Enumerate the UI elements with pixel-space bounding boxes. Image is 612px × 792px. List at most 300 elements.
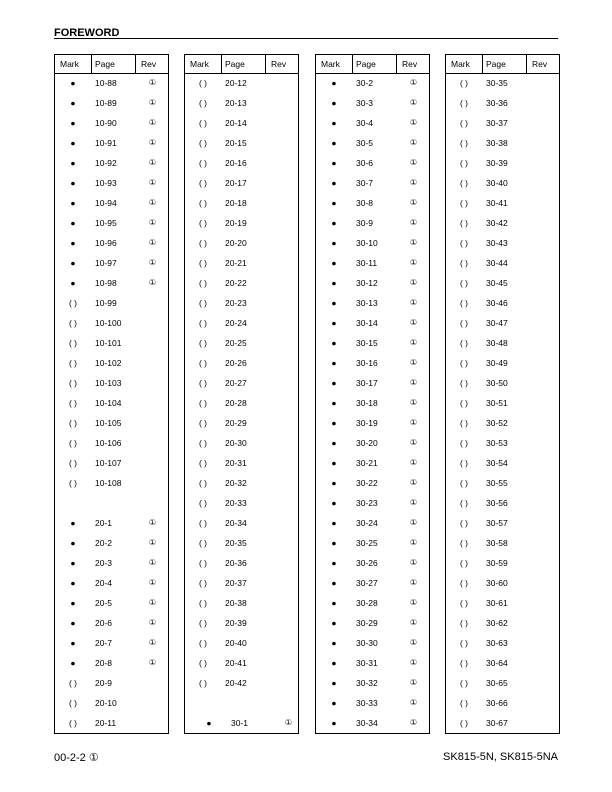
table-row	[55, 133, 168, 153]
row-mark: ●	[70, 78, 76, 88]
row-mark: ●	[70, 198, 76, 208]
row-rev: ①	[148, 198, 157, 207]
row-mark: ( )	[459, 278, 469, 288]
row-rev: ①	[409, 578, 418, 587]
row-page: 20-14	[225, 118, 247, 128]
header-divider	[135, 55, 136, 73]
row-rev: ①	[148, 558, 157, 567]
row-page: 30-64	[486, 658, 508, 668]
row-page: 30-35	[486, 78, 508, 88]
table-row	[185, 613, 298, 633]
row-rev: ①	[409, 378, 418, 387]
row-page: 30-11	[356, 258, 378, 268]
row-page: 30-10	[356, 238, 378, 248]
row-mark: ( )	[198, 558, 208, 568]
row-rev: ①	[148, 218, 157, 227]
row-rev: ①	[148, 238, 157, 247]
row-mark: ●	[331, 278, 337, 288]
row-mark: ( )	[459, 658, 469, 668]
revision-table	[54, 54, 169, 734]
row-page: 30-6	[356, 158, 374, 168]
row-mark: ●	[70, 178, 76, 188]
table-row	[55, 373, 168, 393]
row-page: 20-7	[95, 638, 113, 648]
header-divider	[396, 55, 397, 73]
table-row	[55, 633, 168, 653]
row-page: 20-41	[225, 658, 247, 668]
row-mark: ( )	[198, 478, 208, 488]
table-row	[446, 133, 559, 153]
table-row	[185, 473, 298, 493]
row-page: 30-30	[356, 638, 378, 648]
table-row	[185, 173, 298, 193]
row-rev: ①	[409, 258, 418, 267]
row-mark: ( )	[459, 618, 469, 628]
row-page: 30-43	[486, 238, 508, 248]
table-row	[55, 653, 168, 673]
row-page: 10-90	[95, 118, 117, 128]
row-page: 10-89	[95, 98, 117, 108]
table-row	[185, 233, 298, 253]
row-page: 30-32	[356, 678, 378, 688]
table-row	[316, 253, 429, 273]
table-row	[185, 493, 298, 513]
row-page: 30-57	[486, 518, 508, 528]
row-page: 30-65	[486, 678, 508, 688]
row-page: 30-14	[356, 318, 378, 328]
table-row	[185, 573, 298, 593]
table-row	[316, 553, 429, 573]
row-rev: ①	[409, 78, 418, 87]
table-row	[316, 293, 429, 313]
table-row	[185, 373, 298, 393]
row-page: 20-22	[225, 278, 247, 288]
row-mark: ( )	[198, 198, 208, 208]
row-rev: ①	[409, 718, 418, 727]
row-mark: ( )	[459, 358, 469, 368]
row-mark: ( )	[198, 318, 208, 328]
row-mark: ( )	[459, 418, 469, 428]
row-mark: ( )	[198, 78, 208, 88]
row-page: 30-25	[356, 538, 378, 548]
row-mark: ●	[331, 158, 337, 168]
table-row	[316, 393, 429, 413]
table-row	[316, 453, 429, 473]
row-rev: ①	[409, 498, 418, 507]
row-page: 30-18	[356, 398, 378, 408]
row-mark: ●	[331, 478, 337, 488]
table-row	[446, 333, 559, 353]
table-row	[55, 433, 168, 453]
row-rev: ①	[409, 558, 418, 567]
row-page: 10-95	[95, 218, 117, 228]
table-row	[446, 113, 559, 133]
header-divider	[265, 55, 266, 73]
row-page: 20-5	[95, 598, 113, 608]
row-rev: ①	[409, 158, 418, 167]
row-mark: ( )	[198, 538, 208, 548]
table-row	[185, 153, 298, 173]
table-row	[446, 173, 559, 193]
row-rev: ①	[148, 598, 157, 607]
row-mark: ●	[70, 658, 76, 668]
row-rev: ①	[148, 78, 157, 87]
table-row	[446, 713, 559, 733]
table-row	[446, 193, 559, 213]
row-rev: ①	[284, 718, 293, 727]
table-row	[55, 533, 168, 553]
table-row	[446, 353, 559, 373]
row-rev: ①	[409, 638, 418, 647]
row-mark: ●	[331, 638, 337, 648]
row-page: 30-46	[486, 298, 508, 308]
table-row	[446, 653, 559, 673]
row-page: 30-16	[356, 358, 378, 368]
row-mark: ●	[331, 318, 337, 328]
row-rev: ①	[409, 698, 418, 707]
row-mark: ( )	[459, 198, 469, 208]
row-page: 30-5	[356, 138, 374, 148]
row-page: 20-33	[225, 498, 247, 508]
table-row	[55, 393, 168, 413]
row-mark: ( )	[198, 378, 208, 388]
row-mark: ( )	[68, 698, 78, 708]
table-row	[316, 493, 429, 513]
table-row	[185, 113, 298, 133]
table-row	[55, 153, 168, 173]
row-mark: ( )	[459, 678, 469, 688]
row-page: 20-16	[225, 158, 247, 168]
row-mark: ( )	[198, 98, 208, 108]
row-rev: ①	[409, 298, 418, 307]
table-header	[316, 55, 429, 74]
row-page: 30-20	[356, 438, 378, 448]
row-mark: ( )	[459, 478, 469, 488]
table-row	[55, 453, 168, 473]
mark-header: Mark	[321, 59, 340, 69]
revision-table	[184, 54, 299, 734]
footer-models: SK815-5N, SK815-5NA	[443, 751, 558, 763]
row-rev: ①	[409, 238, 418, 247]
table-row	[55, 593, 168, 613]
table-row	[55, 213, 168, 233]
rev-header: Rev	[402, 59, 418, 69]
row-mark: ●	[70, 538, 76, 548]
row-page: 30-1	[231, 718, 249, 728]
table-row	[55, 553, 168, 573]
table-row	[185, 353, 298, 373]
row-page: 10-100	[95, 318, 122, 328]
table-row	[446, 393, 559, 413]
row-rev: ①	[148, 618, 157, 627]
table-row	[185, 333, 298, 353]
row-page: 30-60	[486, 578, 508, 588]
row-mark: ●	[70, 238, 76, 248]
row-rev: ①	[409, 358, 418, 367]
table-row	[316, 433, 429, 453]
row-page: 30-48	[486, 338, 508, 348]
table-row	[55, 93, 168, 113]
row-page: 30-28	[356, 598, 378, 608]
row-mark: ( )	[459, 598, 469, 608]
row-mark: ( )	[459, 718, 469, 728]
page-header: Page	[225, 59, 245, 69]
row-mark: ( )	[459, 578, 469, 588]
table-row	[446, 433, 559, 453]
row-mark: ●	[331, 218, 337, 228]
row-rev: ①	[409, 438, 418, 447]
row-mark: ( )	[459, 518, 469, 528]
table-row	[446, 613, 559, 633]
row-mark: ●	[331, 498, 337, 508]
table-row	[55, 253, 168, 273]
table-row	[55, 273, 168, 293]
table-row	[316, 533, 429, 553]
row-page: 30-24	[356, 518, 378, 528]
table-row	[446, 293, 559, 313]
row-page: 10-91	[95, 138, 117, 148]
row-mark: ( )	[68, 418, 78, 428]
row-rev: ①	[409, 478, 418, 487]
row-mark: ●	[331, 658, 337, 668]
row-mark: ( )	[198, 218, 208, 228]
row-mark: ( )	[198, 578, 208, 588]
row-mark: ( )	[198, 458, 208, 468]
row-rev: ①	[409, 318, 418, 327]
table-row	[316, 413, 429, 433]
row-rev: ①	[409, 338, 418, 347]
row-mark: ●	[70, 258, 76, 268]
table-row	[316, 233, 429, 253]
row-mark: ( )	[198, 178, 208, 188]
row-rev: ①	[409, 618, 418, 627]
rev-header: Rev	[532, 59, 548, 69]
row-page: 10-102	[95, 358, 122, 368]
row-page: 30-13	[356, 298, 378, 308]
row-mark: ●	[331, 518, 337, 528]
row-page: 20-25	[225, 338, 247, 348]
row-mark: ●	[331, 458, 337, 468]
row-page: 30-45	[486, 278, 508, 288]
row-mark: ( )	[198, 438, 208, 448]
table-header	[185, 55, 298, 74]
row-mark: ( )	[198, 638, 208, 648]
row-mark: ( )	[459, 178, 469, 188]
row-page: 10-88	[95, 78, 117, 88]
table-row	[316, 573, 429, 593]
table-row	[55, 613, 168, 633]
row-page: 20-9	[95, 678, 113, 688]
row-page: 30-27	[356, 578, 378, 588]
table-row	[55, 573, 168, 593]
row-page: 20-29	[225, 418, 247, 428]
row-page: 30-59	[486, 558, 508, 568]
table-row	[316, 513, 429, 533]
row-page: 30-38	[486, 138, 508, 148]
row-rev: ①	[148, 178, 157, 187]
row-page: 30-49	[486, 358, 508, 368]
row-rev: ①	[409, 598, 418, 607]
row-page: 30-22	[356, 478, 378, 488]
row-mark: ( )	[198, 258, 208, 268]
row-page: 30-63	[486, 638, 508, 648]
table-row	[316, 173, 429, 193]
section-title: FOREWORD	[54, 27, 120, 39]
row-mark: ●	[331, 438, 337, 448]
row-page: 10-105	[95, 418, 122, 428]
row-page: 20-18	[225, 198, 247, 208]
table-row	[316, 93, 429, 113]
row-page: 10-108	[95, 478, 122, 488]
row-page: 20-39	[225, 618, 247, 628]
table-row	[446, 253, 559, 273]
row-page: 30-53	[486, 438, 508, 448]
table-row	[185, 673, 298, 693]
rev-header: Rev	[271, 59, 287, 69]
row-mark: ●	[70, 98, 76, 108]
row-mark: ( )	[459, 318, 469, 328]
row-mark: ( )	[68, 378, 78, 388]
row-mark: ●	[331, 598, 337, 608]
table-row	[446, 533, 559, 553]
table-row	[316, 213, 429, 233]
row-page: 30-19	[356, 418, 378, 428]
table-row	[55, 673, 168, 693]
table-row	[55, 713, 168, 733]
table-row	[316, 353, 429, 373]
row-mark: ( )	[198, 418, 208, 428]
row-mark: ( )	[198, 518, 208, 528]
row-page: 10-99	[95, 298, 117, 308]
page-header: Page	[356, 59, 376, 69]
row-page: 30-2	[356, 78, 374, 88]
table-row	[185, 273, 298, 293]
row-page: 10-103	[95, 378, 122, 388]
row-page: 30-42	[486, 218, 508, 228]
table-row	[446, 633, 559, 653]
row-page: 20-21	[225, 258, 247, 268]
row-rev: ①	[409, 678, 418, 687]
row-rev: ①	[409, 118, 418, 127]
row-page: 20-42	[225, 678, 247, 688]
row-rev: ①	[409, 538, 418, 547]
row-mark: ( )	[198, 238, 208, 248]
table-header	[446, 55, 559, 74]
header-divider	[221, 55, 222, 73]
table-row	[55, 473, 168, 493]
table-row	[316, 113, 429, 133]
row-mark: ●	[331, 578, 337, 588]
row-mark: ( )	[68, 458, 78, 468]
table-row	[185, 213, 298, 233]
row-mark: ●	[331, 258, 337, 268]
table-row	[185, 453, 298, 473]
table-row	[316, 653, 429, 673]
table-row	[185, 73, 298, 93]
row-page: 20-40	[225, 638, 247, 648]
table-row	[185, 533, 298, 553]
table-row	[446, 513, 559, 533]
row-page: 20-15	[225, 138, 247, 148]
row-mark: ( )	[459, 558, 469, 568]
row-mark: ●	[331, 298, 337, 308]
row-mark: ●	[70, 598, 76, 608]
row-mark: ( )	[198, 278, 208, 288]
row-page: 30-8	[356, 198, 374, 208]
row-mark: ( )	[459, 638, 469, 648]
row-mark: ( )	[459, 218, 469, 228]
table-row	[185, 433, 298, 453]
row-rev: ①	[148, 538, 157, 547]
row-mark: ●	[331, 698, 337, 708]
table-row	[316, 693, 429, 713]
page-header: Page	[95, 59, 115, 69]
row-page: 30-37	[486, 118, 508, 128]
row-rev: ①	[148, 518, 157, 527]
row-page: 30-50	[486, 378, 508, 388]
table-row	[316, 333, 429, 353]
row-mark: ( )	[68, 678, 78, 688]
table-row	[446, 153, 559, 173]
row-page: 30-15	[356, 338, 378, 348]
row-mark: ( )	[68, 338, 78, 348]
table-row	[446, 473, 559, 493]
table-row	[55, 333, 168, 353]
row-page: 30-58	[486, 538, 508, 548]
table-row	[185, 633, 298, 653]
table-header	[55, 55, 168, 74]
row-rev: ①	[148, 638, 157, 647]
row-mark: ●	[331, 138, 337, 148]
row-page: 10-106	[95, 438, 122, 448]
table-row	[185, 313, 298, 333]
row-page: 30-21	[356, 458, 378, 468]
row-page: 20-23	[225, 298, 247, 308]
row-mark: ( )	[198, 498, 208, 508]
mark-header: Mark	[60, 59, 79, 69]
table-row	[446, 593, 559, 613]
row-rev: ①	[148, 158, 157, 167]
row-rev: ①	[148, 578, 157, 587]
table-row	[55, 233, 168, 253]
row-page: 10-96	[95, 238, 117, 248]
row-mark: ( )	[459, 338, 469, 348]
row-page: 20-36	[225, 558, 247, 568]
row-mark: ( )	[198, 298, 208, 308]
table-row	[55, 193, 168, 213]
row-mark: ●	[331, 398, 337, 408]
page-header: Page	[486, 59, 506, 69]
row-page: 10-98	[95, 278, 117, 288]
row-mark: ( )	[68, 478, 78, 488]
row-mark: ( )	[68, 398, 78, 408]
rev-header: Rev	[141, 59, 157, 69]
row-mark: ●	[331, 618, 337, 628]
table-row	[316, 373, 429, 393]
table-row	[446, 373, 559, 393]
row-page: 20-34	[225, 518, 247, 528]
row-rev: ①	[409, 218, 418, 227]
row-mark: ( )	[459, 118, 469, 128]
row-page: 10-104	[95, 398, 122, 408]
row-mark: ( )	[198, 678, 208, 688]
table-row	[55, 313, 168, 333]
row-rev: ①	[148, 278, 157, 287]
table-row	[55, 113, 168, 133]
row-page: 30-56	[486, 498, 508, 508]
row-page: 20-30	[225, 438, 247, 448]
row-mark: ●	[331, 378, 337, 388]
